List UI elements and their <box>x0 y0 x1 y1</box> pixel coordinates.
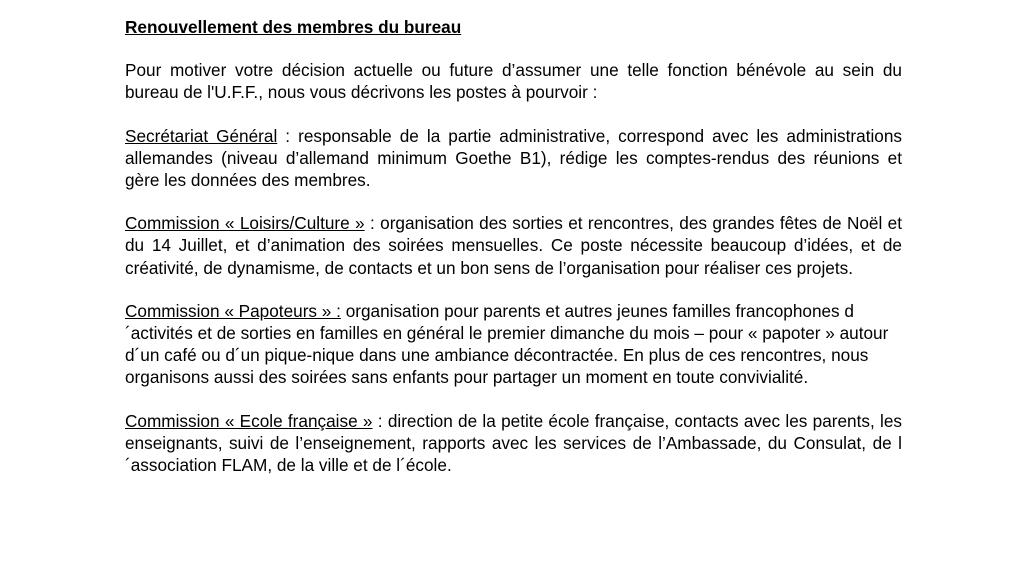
section-text: responsable de la partie administrative, correspond avec les administrations allemandes (niveau d’allemand minimum Goethe B1), rédige les comptes-rendus des réunions et gère les données des membres. <box>125 125 903 191</box>
section-separator: : <box>364 213 381 234</box>
section-term: Commission « Ecole française » <box>125 410 373 431</box>
document-title: Renouvellement des membres du bureau <box>125 17 462 37</box>
section-separator: : <box>277 125 299 146</box>
intro-paragraph: Pour motiver votre décision actuelle ou future d’assumer une telle fonction bénévole au sein du bureau de l'U.F.F., nous vous décrivons les postes à pourvoir : <box>125 60 902 103</box>
section-text: direction de la petite école française, contacts avec les parents, les enseignants, suivi de l’enseignement, rapports avec les services de l’Ambassade, du Consulat, de l´association FLAM, de la ville et de l´école. <box>125 410 902 476</box>
section-text: organisation des sorties et rencontres, des grandes fêtes de Noël et du 14 Juillet, et d’animation des soirées mensuelles. Ce poste nécessite beaucoup d’idées, et de créativité, de dynamisme, de contacts et un bon sens de l’organisation pour réaliser ces projets. <box>125 213 902 278</box>
section-secretariat <box>125 125 902 192</box>
section-term: Commission « Loisirs/Culture » <box>125 213 365 234</box>
section-text: organisation pour parents et autres jeunes familles francophones d´activités et de sorties en familles en général le premier dimanche du mois – pour « papoter » autour d´un café ou d´un pique-nique dans une ambiance décontractée. En plus de ces rencontres, nous organisons aussi des soirées sans enfants pour partager un moment en toute convivialité. <box>125 300 889 388</box>
section-papoteurs <box>125 300 902 389</box>
section-separator: : <box>372 410 388 431</box>
section-loisirs-culture <box>125 212 902 279</box>
section-ecole-francaise <box>125 410 902 477</box>
section-term: Commission « Papoteurs » : <box>125 300 341 321</box>
document-body <box>125 16 902 476</box>
section-term: Secrétariat Général <box>125 125 278 146</box>
